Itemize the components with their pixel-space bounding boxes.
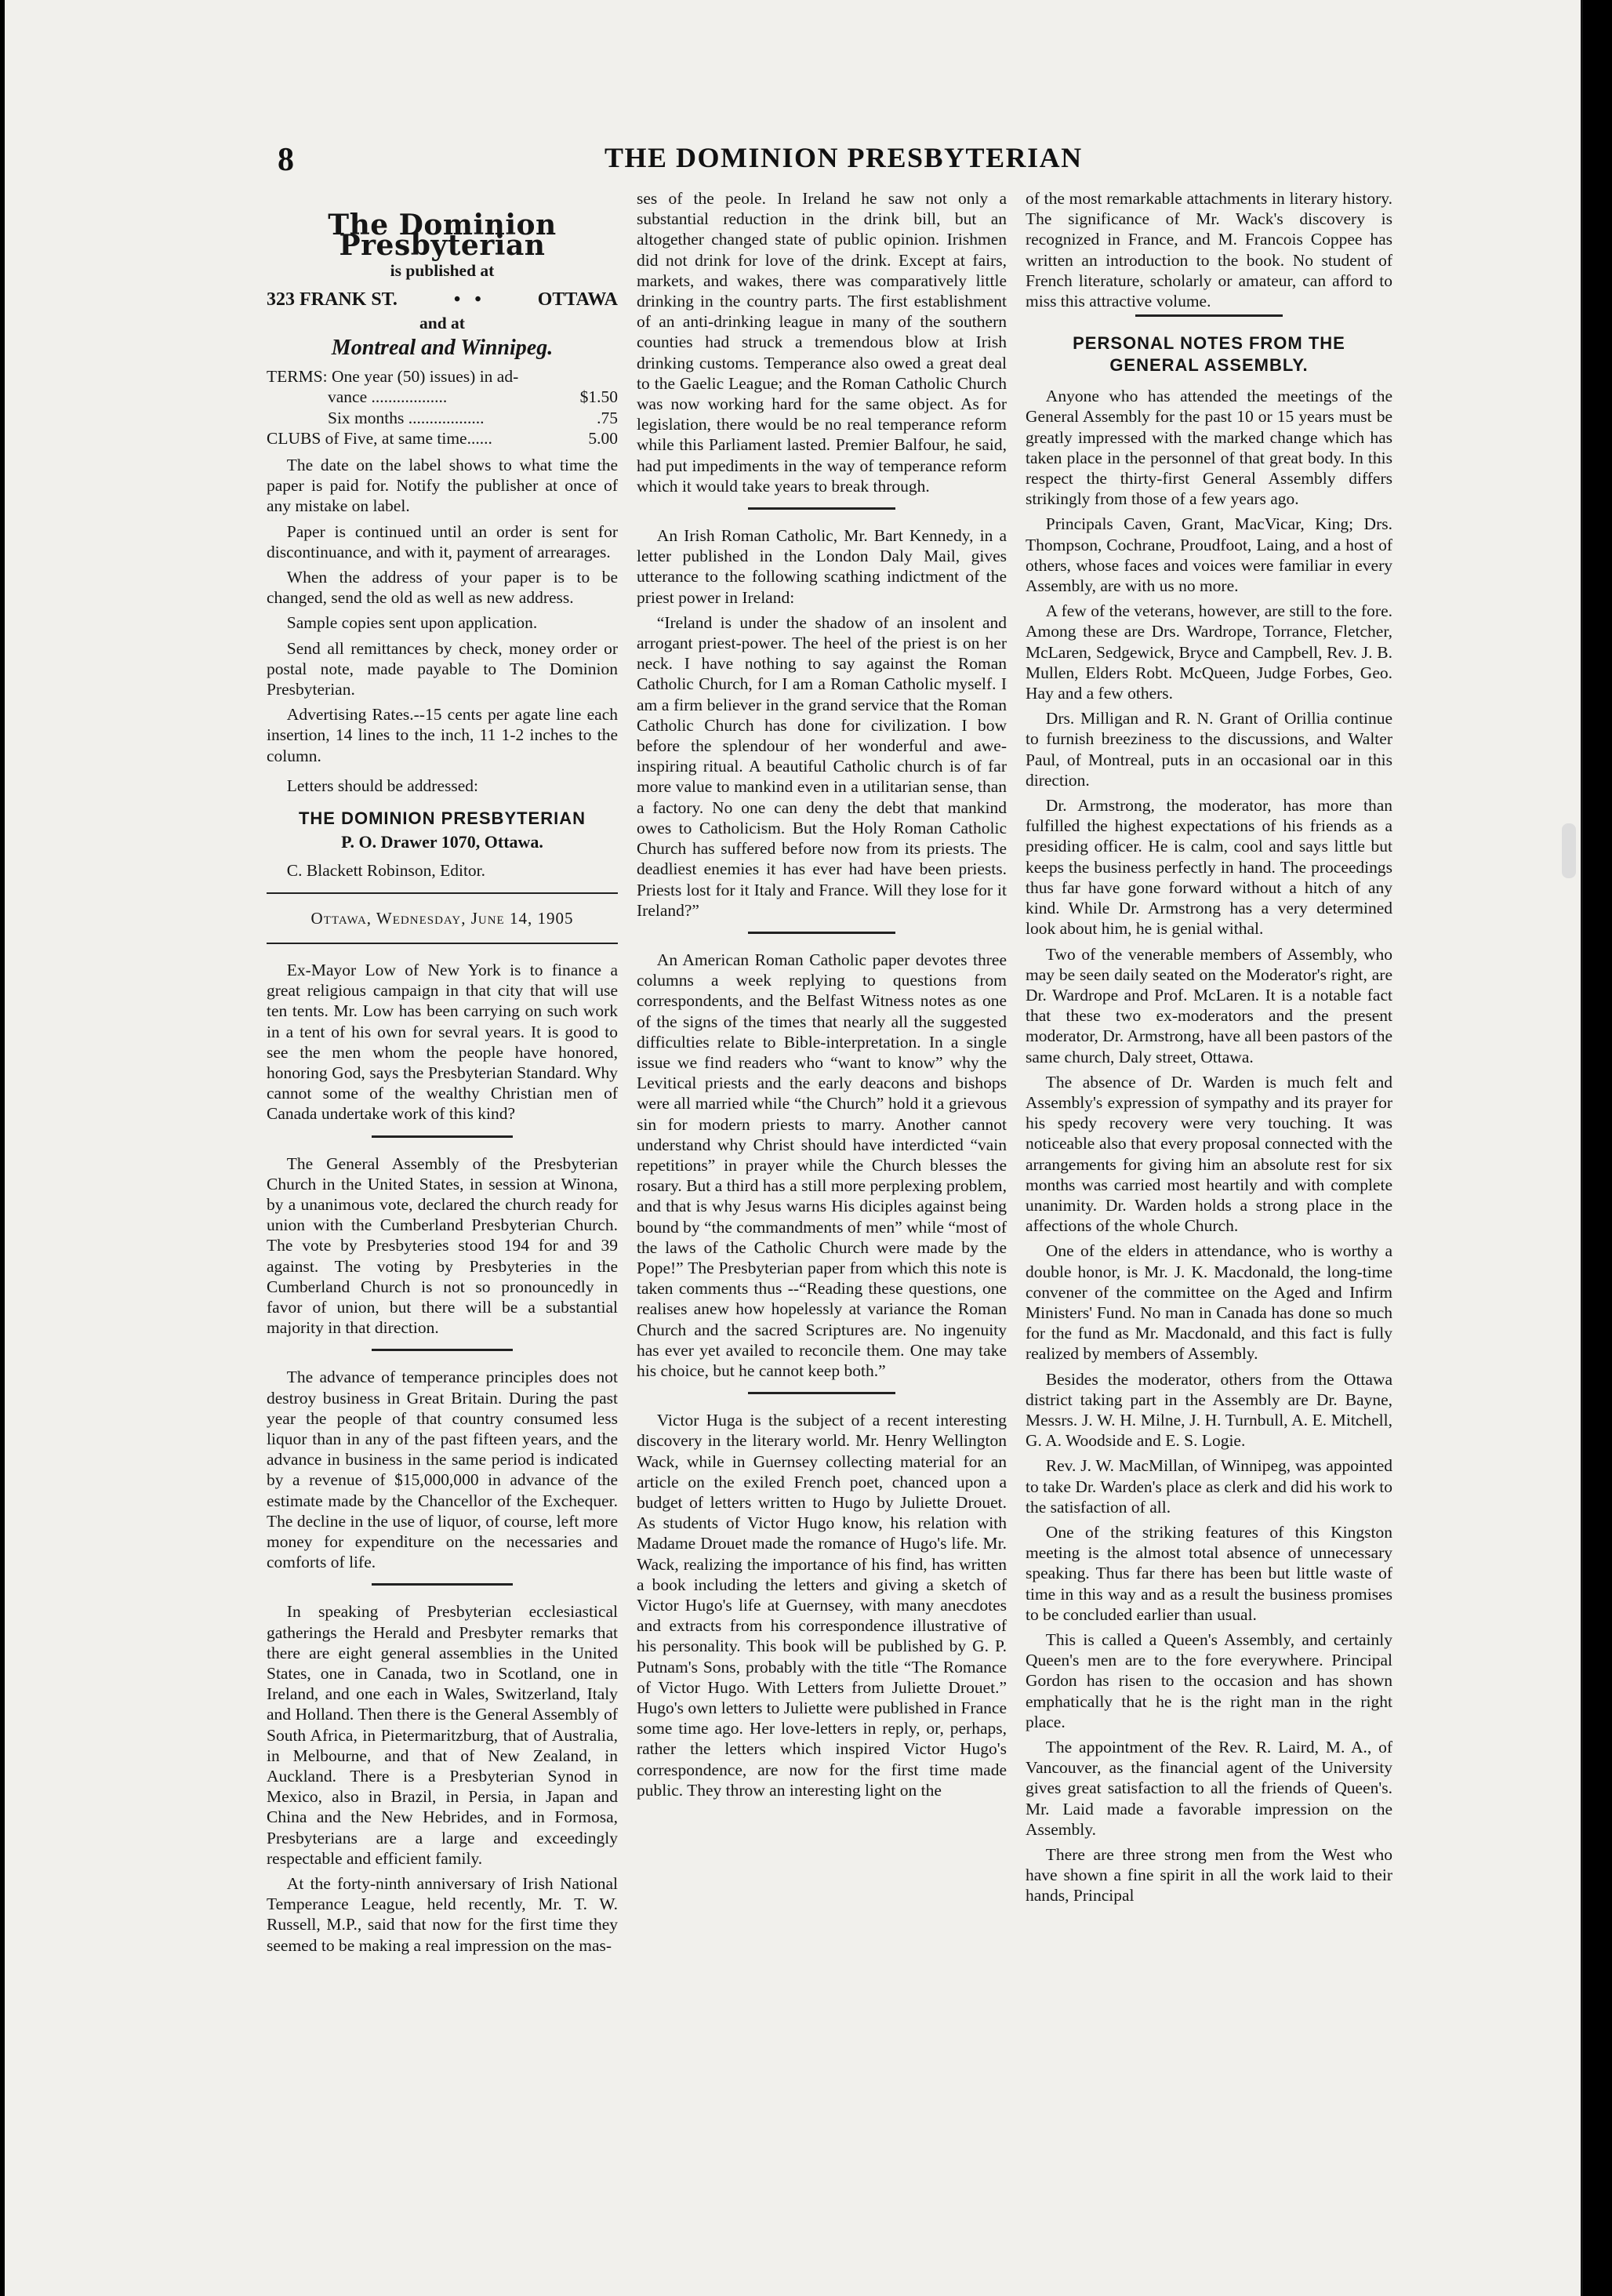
notice: Paper is continued until an order is sent for discontinuance, and with it, payment of arrearages. bbox=[267, 521, 618, 561]
separator-rule bbox=[748, 1392, 896, 1394]
column-3 bbox=[1026, 188, 1392, 1906]
letters-instruction: Letters should be addressed: bbox=[286, 776, 478, 795]
notice: Advertising Rates.--15 cents per agate line each insertion, 14 lines to the inch, 11 1-2 inches to the column. bbox=[267, 705, 618, 765]
article-paragraph: Anyone who has attended the meetings of the General Assembly for the past 10 or 15 years must be greatly impressed with the marked change which has taken place in the personnel of that great body. In this respect the thirty-first General Assembly differs strikingly from those of a few years ago. bbox=[1026, 387, 1392, 509]
article-paragraph: An American Roman Catholic paper devotes three columns a week replying to questions from correspondents, and the Belfast Witness notes as one of the signs of the times that nearly all the suggested difficulties relate to Bible-interpretation. In a single issue we find readers who “want to know” why the Levitical priests and the early deacons and bishops were all married while “the Church” hold it a grievous sin for modern priests to marry. Another cannot understand why Christ should have interdicted “vain repetitions” in prayer while the Church blesses the rosary. But a third has a still more perplexing problem, and that is why Jesus warns His diciples against being bound by “the commandments of men” while “most of the laws of the Catholic Church were made by the Pope!” The Presbyterian paper from which this note is taken comments thus --“Reading these questions, one realises anew how hopelessly at variance the Roman Church and the sacred Scriptures are. No ingenuity has ever yet availed to reconcile them. One may take his choice, but he cannot keep both.” bbox=[637, 950, 1007, 1380]
terms-row bbox=[267, 408, 618, 428]
terms-label: TERMS: One year (50) issues) in ad- bbox=[267, 367, 519, 387]
separator-rule bbox=[748, 507, 896, 510]
separator-rule bbox=[372, 1349, 512, 1351]
article-paragraph: In speaking of Presbyterian ecclesiastical gatherings the Herald and Presbyter remarks that there are eight general assemblies in the United States, one in Canada, two in Scotland, one in Ireland, and one each in Wales, Switzerland, Italy and Holland. Then there is the General Assembly of South Africa, in Pietermaritzburg, that of Australia, in Melbourne, and that of New Zealand, in Auckland. There is a Presbyterian Synod in Mexico, also in Brazil, in Persia, in Japan and China and the New Hebrides, and in Formosa, Presbyterians are a large and exceedingly respectable and efficient family. bbox=[267, 1602, 618, 1868]
article-paragraph: Principals Caven, Grant, MacVicar, King; Drs. Thompson, Cochrane, Proudfoot, Laing, and a host of others, whose faces and voices were familiar in every Assembly, are with us no more. bbox=[1026, 514, 1392, 596]
terms-row bbox=[267, 428, 618, 449]
terms-value: .75 bbox=[597, 408, 618, 427]
and-at: and at bbox=[419, 313, 465, 332]
article-paragraph: Two of the venerable members of Assembly, who may be seen daily seated on the Moderator's right, are Dr. Wardrope and Prof. McLaren. It is a notable fact that these two ex-moderators and the present moderator, Dr. Armstrong, have all been pastors of the same church, Daly street, Ottawa. bbox=[1026, 944, 1392, 1066]
article-paragraph: Dr. Armstrong, the moderator, has more than fulfilled the highest expectations of his friends as a presiding officer. He is calm, cool and says little but keeps the business perfectly in hand. The proceedings thus far have gone forward without a hitch of any kind. While Dr. Armstrong has a very determined look about him, he is genial withal. bbox=[1026, 796, 1392, 939]
masthead-city: OTTAWA bbox=[537, 289, 618, 310]
article-paragraph: There are three strong men from the West who have shown a fine spirit in all the work laid to their hands, Principal bbox=[1026, 1845, 1392, 1905]
page-edge-blemish bbox=[1562, 823, 1576, 878]
article-paragraph: The General Assembly of the Presbyterian Church in the United States, in session at Winona, by a unanimous vote, declared the church ready for union with the Cumberland Presbyterian Church. The vote by Presbyteries stood 194 for and 39 against. The voting by Presbyteries in the Cumberland Church is not so pronouncedly in favor of union, but there will be a substantial majority in that direction. bbox=[267, 1153, 618, 1338]
masthead-street: 323 FRANK ST. bbox=[267, 289, 398, 310]
article-paragraph: of the most remarkable attachments in literary history. The significance of Mr. Wack's discovery is recognized in France, and M. Francois Coppee has written an introduction to the book. No student of French literature, scholarly or amateur, can afford to miss this attractive volume. bbox=[1026, 189, 1392, 311]
article-paragraph: Drs. Milligan and R. N. Grant of Orillia continue to furnish breeziness to the discussions, and Walter Paul, of Montreal, puts in an occasional oar in this direction. bbox=[1026, 709, 1392, 790]
article-paragraph: The appointment of the Rev. R. Laird, M. A., of Vancouver, as the financial agent of the University gives great satisfaction to all the friends of Queen's. Mr. Laid made a favorable impression on the Assembly. bbox=[1026, 1738, 1392, 1839]
article-paragraph: The advance of temperance principles does not destroy business in Great Britain. During the past year the people of that country consumed less liquor than in any of the past fifteen years, and the advance in business in the same period is indicated by a revenue of $15,000,000 in advance of the estimate made by the Chancellor of the Exchequer. The decline in the use of liquor, of course, left more money for expenditure on the necessaries and comforts of life. bbox=[267, 1368, 618, 1572]
article-paragraph: One of the striking features of this Kingston meeting is the almost total absence of unnecessary speaking. Thus far there has been but little waste of time in this way and as a result the business promises to be concluded earlier than usual. bbox=[1026, 1522, 1392, 1624]
separator-rule bbox=[372, 1583, 512, 1586]
article-paragraph: Victor Huga is the subject of a recent interesting discovery in the literary world. Mr. Henry Wellington Wack, while in Guernsey collecting material for an article on the exiled French poet, chanced upon a budget of letters written to Hugo by Juliette Drouet. As students of Victor Hugo know, his relation with Madame Drouet made the romance of Hugo's life. Mr. Wack, realizing the importance of his find, has written a book including the letters and giving a sketch of Victor Hugo's life at Guernsey, with many anecdotes and extracts from his correspondence illustrative of his personality. This book will be published by G. P. Putnam's Sons, probably with the title “The Romance of Victor Hugo. With Letters from Juliette Drouet.” Hugo's own letters to Juliette were published in France some time ago. Her love-letters in reply, or, perhaps, rather the letters which inspired Victor Hugo's correspondence, are now for the first time made public. They throw an interesting light on the bbox=[637, 1411, 1007, 1800]
article-paragraph: ses of the peole. In Ireland he saw not only a substantial reduction in the drink bill, but an altogether changed state of public opinion. Irishmen did not drink for love of the drink. Except at fairs, markets, and wakes, there was comparatively little drinking in the country parts. The first establishment of an anti-drinking league in many of the southern counties had struck a tremendous blow at Irish drinking customs. Temperance also owed a great deal to the Gaelic League; and the Roman Catholic Church was now working hard for the same object. As for legislation, there would be no real temperance reform while this Parliament lasted. Premier Balfour, he said, had put impediments in the way of temperance reform which it would take years to break through. bbox=[637, 189, 1007, 496]
article-paragraph: Rev. J. W. MacMillan, of Winnipeg, was appointed to take Dr. Warden's place as clerk and did his work to the satisfaction of all. bbox=[1026, 1456, 1392, 1517]
running-title: THE DOMINION PRESBYTERIAN bbox=[604, 142, 1083, 173]
rule bbox=[267, 943, 618, 944]
article-paragraph: A few of the veterans, however, are still to the fore. Among these are Drs. Wardrope, Torrance, Fletcher, McLaren, Sedgewick, Bryce and Campbell, Rev. J. B. Mullen, Elders Robt. McQueen, Judge Forbes, Geo. Hay and a few others. bbox=[1026, 601, 1392, 703]
terms-value: 5.00 bbox=[588, 428, 618, 448]
section-heading: PERSONAL NOTES FROM THE GENERAL ASSEMBLY. bbox=[1073, 333, 1345, 376]
notice: Sample copies sent upon application. bbox=[286, 613, 538, 633]
terms-table bbox=[267, 366, 618, 449]
published-at: is published at bbox=[390, 261, 495, 281]
article-paragraph: Ex-Mayor Low of New York is to finance a great religious campaign in that city that will use ten tents. Mr. Low has been carrying on such work in a tent of his own for sevral years. It is good to see the men whom the people have honored, honoring God, says the Presbyterian Standard. Why cannot some of the wealthy Christian men of Canada undertake work of this kind? bbox=[267, 960, 618, 1124]
notice: The date on the label shows to what time the paper is paid for. Notify the publisher at once of any mistake on label. bbox=[267, 456, 618, 516]
separator-rule bbox=[1135, 314, 1282, 317]
terms-row bbox=[267, 366, 618, 387]
dateline: Ottawa, Wednesday, June 14, 1905 bbox=[310, 908, 574, 928]
column-2 bbox=[637, 188, 1007, 1800]
quotation: “Ireland is under the shadow of an insolent and arrogant priest-power. The heel of the priest is on her neck. I have nothing to say against the Roman Catholic Church, for I am a Roman Catholic myself. I am a firm believer in the grand service that the Roman Catholic Church has done for civilization. I bow before the splendour of her wonderful and awe-inspiring ritual. A beautiful Catholic church is of far more value to mankind even in a utilitarian sense, than a factory. No one can deny the debt that mankind owes to Catholicism. But the Holy Roman Catholic Church has suffered before now from its priests. The deadliest enemies it has ever had have been priests. Priests lost for it Italy and France. Will they lose for it Ireland?” bbox=[637, 612, 1007, 920]
rule bbox=[267, 892, 618, 894]
article-paragraph: The absence of Dr. Warden is much felt and Assembly's expression of sympathy and its prayer for his spedy recovery were very touching. It was noticeable also that every proposal connected with the arrangements for giving him an absolute rest for six months was carried most heartily and with complete unanimity. Dr. Warden holds a strong place in the affections of the whole Church. bbox=[1026, 1072, 1392, 1236]
terms-value: $1.50 bbox=[579, 387, 618, 407]
terms-label: Six months .................. bbox=[328, 408, 485, 427]
terms-value bbox=[572, 366, 618, 387]
masthead-title: The Dominion Presbyterian bbox=[328, 209, 557, 263]
terms-label: vance .................. bbox=[328, 387, 448, 407]
notice: Send all remittances by check, money order or postal note, made payable to The Dominion Presbyterian. bbox=[267, 638, 618, 699]
separator-rule bbox=[748, 932, 896, 934]
newspaper-page bbox=[5, 0, 1583, 2296]
terms-label: CLUBS of Five, at same time...... bbox=[267, 428, 492, 448]
article-paragraph: One of the elders in attendance, who is worthy a double honor, is Mr. J. K. Macdonald, the long-time convener of the committee on the Aged and Infirm Ministers' Fund. No man in Canada has done so much for the fund as Mr. Macdonald, and this fact is fully realized by members of Assembly. bbox=[1026, 1241, 1392, 1364]
article-paragraph: Besides the moderator, others from the Ottawa district taking part in the Assembly are Dr. Bayne, Messrs. J. W. H. Milne, J. H. Turnbull, A. E. Mitchell, G. A. Woodside and E. S. Logie. bbox=[1026, 1369, 1392, 1451]
masthead-box bbox=[267, 209, 618, 944]
article-paragraph: This is called a Queen's Assembly, and certainly Queen's men are to the fore everywhere. Principal Gordon has risen to the occasion and has shown emphatically that he is the right man in the right place. bbox=[1026, 1630, 1392, 1731]
masthead-address: 323 FRANK ST. • • OTTAWA bbox=[267, 289, 618, 310]
addressee: THE DOMINION PRESBYTERIAN bbox=[298, 808, 586, 829]
terms-row bbox=[267, 387, 618, 407]
separator-rule bbox=[372, 1135, 512, 1138]
editor-line: C. Blackett Robinson, Editor. bbox=[286, 861, 486, 881]
column-1 bbox=[267, 188, 618, 1956]
page-number: 8 bbox=[278, 142, 294, 178]
masthead-cities: Montreal and Winnipeg. bbox=[331, 336, 554, 361]
article-paragraph: At the forty-ninth anniversary of Irish National Temperance League, held recently, Mr. T. W. Russell, M.P., said that now for the first time they seemed to be making a real impression on the mas- bbox=[267, 1874, 618, 1955]
drawer-address: P. O. Drawer 1070, Ottawa. bbox=[341, 832, 543, 852]
article-paragraph: An Irish Roman Catholic, Mr. Bart Kennedy, in a letter published in the London Daly Mail, gives utterance to the following scathing indictment of the priest power in Ireland: bbox=[637, 526, 1007, 607]
notice: When the address of your paper is to be changed, send the old as well as new address. bbox=[267, 568, 618, 608]
